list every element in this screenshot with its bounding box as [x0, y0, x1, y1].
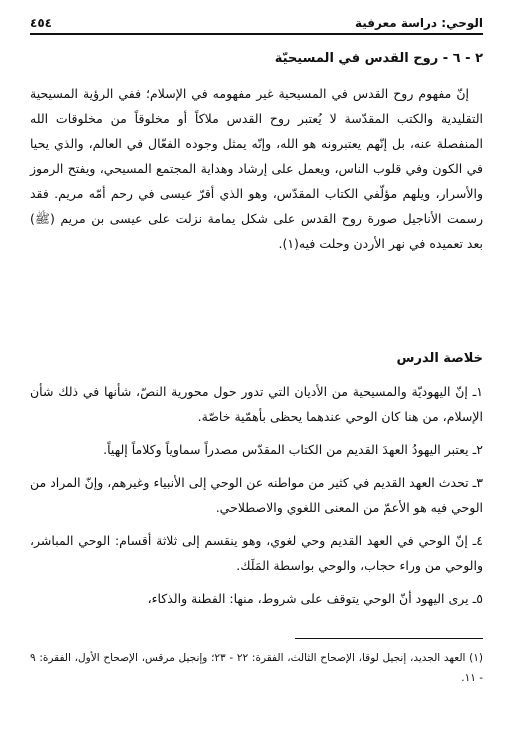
running-title: الوحي: دراسة معرفية [354, 16, 483, 30]
section-paragraph: إنّ مفهوم روح القدس في المسيحية غير مفهومه في الإسلام؛ ففي الرؤية المسيحية التقليدية والكتب المقدّسة لا يُعتبر روح القدس ملاكاً أو مخلوقاً من مخلوقات الله المنفصلة عنه، بل إنّهم يعتبرونه هو الله، وإنّه يمثل وجوده الفعّال في العالم، والذي يحيا في الكون وفي قلوب الناس، ويعمل على إرشاد وهداية المجتمع المسيحي، ويفتح الرموز والأسرار، ويلهم مؤلّفي الكتاب المقدّس، وهو الذي أقرّ عيسى في رحم أمّه مريم. فقد رسمت الأناجيل صورة روح القدس على شكل يمامة نزلت على عيسى بن مريم (ﷺ) بعد تعميده في نهر الأردن وحلت فيه(١). [30, 86, 483, 251]
section-block [30, 46, 483, 256]
summary-item: ١ـ إنّ اليهوديّة والمسيحية من الأديان التي تدور حول محورية النصّ، شأنها في ذلك شأن الإسلام، من هنا كان الوحي عندهما يحظى بأهمّية خاصّة. [30, 384, 483, 424]
summary-item: ٤ـ إنّ الوحي في العهد القديم وحي لغوي، وهو ينقسم إلى ثلاثة أقسام: الوحي المباشر، والوحي من وراء حجاب، والوحي بواسطة المَلَك. [30, 533, 483, 573]
page-header [30, 12, 483, 34]
page-number: ٤٥٤ [30, 16, 52, 30]
summary-item: ٢ـ يعتبر اليهودُ العهدَ القديم من الكتاب المقدّس مصدراً سماوياً وكلاماً إلهياً. [103, 442, 483, 457]
header-divider [30, 33, 483, 35]
footnote: (١) العهد الجديد، إنجيل لوقا، الإصحاح الثالث، الفقرة: ٢٢ - ٢٣؛ وإنجيل مرقس، الإصحاح الأول، الفقرة: ٩ - ١١. [30, 652, 484, 684]
section-heading: ٢ - ٦ - روح القدس في المسيحيّة [274, 51, 483, 66]
summary-block [30, 346, 483, 619]
footnote-divider [295, 638, 483, 639]
summary-item: ٥ـ يرى اليهود أنّ الوحي يتوقف على شروط، منها: الفطنة والذكاء، [147, 591, 483, 606]
summary-item: ٣ـ تحدث العهد القديم في كثير من مواطنه عن الوحي إلى الأنبياء وغيرهم، وإنّ المراد من الوحي فيه هو الأعمّ من المعنى اللغوي والاصطلاحي. [30, 475, 483, 515]
summary-heading: خلاصة الدرس [396, 351, 483, 366]
